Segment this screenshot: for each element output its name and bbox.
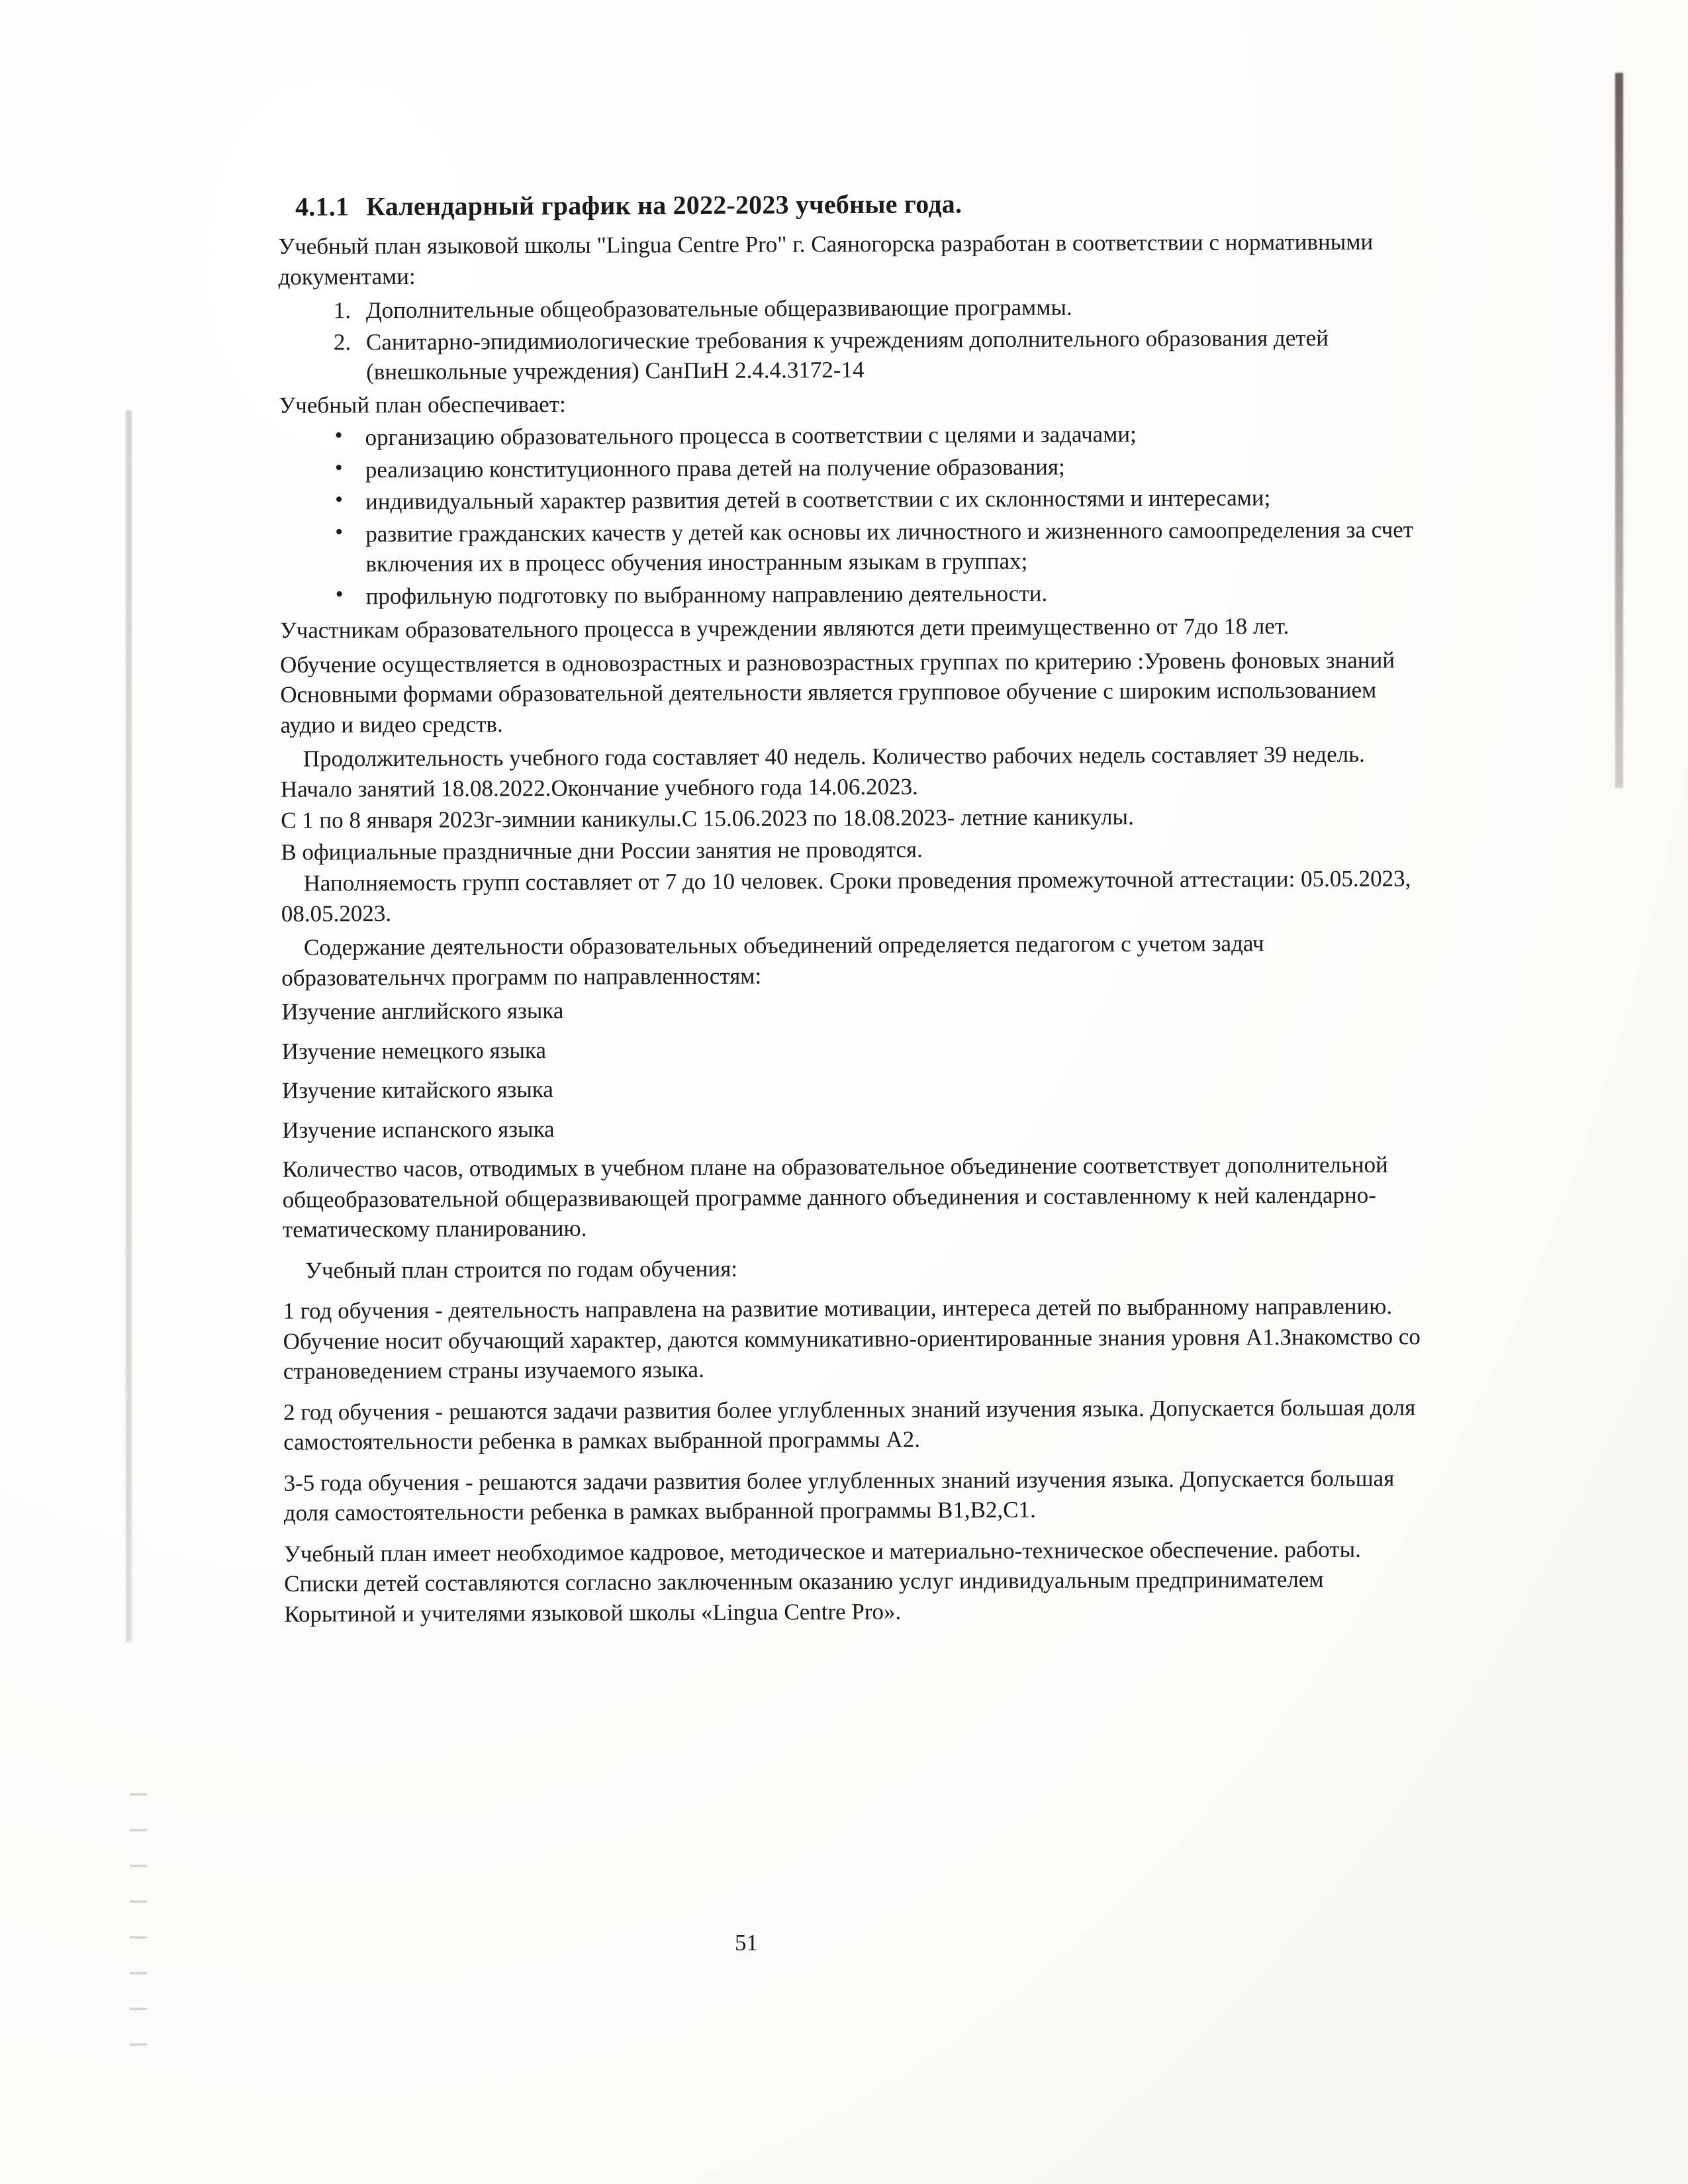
language-line-english: Изучение английского языка <box>281 997 564 1025</box>
list-item: • развитие гражданских качеств у детей как основы их личностного и жизненного самоопределения за счет включения их в процесс обучения иностранным языкам в группах; <box>365 514 1431 579</box>
paragraph-intro: Учебный план языковой школы "Lingua Centre Pro" г. Саяногорска разработан в соответствии с нормативными документами: <box>278 228 1374 290</box>
list-item: • профильную подготовку по выбранному направлению деятельности. <box>366 577 1432 612</box>
scan-edge-left <box>126 410 132 1642</box>
paragraph-year-2: 2 год обучения - решаются задачи развития более углубленных знаний изучения языка. Допускается большая доля самостоятельности ребенка в рамках выбранной программы А2. <box>283 1394 1416 1455</box>
language-line-chinese: Изучение китайского языка <box>281 1076 553 1104</box>
scan-edge-right <box>1615 73 1623 788</box>
list-item: • реализацию конституционного права детей на получение образования; <box>365 450 1431 485</box>
bullet-list <box>279 418 1432 612</box>
list-item: • индивидуальный характер развития детей в соответствии с их склонностями и интересами; <box>365 482 1431 517</box>
paragraph-year-3-5: 3-5 года обучения - решаются задачи развития более углубленных знаний изучения языка. Допускается большая доля самостоятельности ребенка в рамках выбранной программы В1,В2,С1. <box>283 1464 1395 1526</box>
section-title: Календарный график на 2022-2023 учебные года. <box>366 189 962 222</box>
paragraph-year-1: 1 год обучения - деятельность направлена на развитие мотивации, интереса детей по выбранному направлению. Обучение носит обучающий характер, даются коммуникативно-ориентированные знания уровня А1.Знакомство со страноведением страны изучаемого языка. <box>283 1293 1421 1384</box>
paragraph-content: Содержание деятельности образовательных объединений определяется педагогом с учетом задач образовательнчх программ по направленностям: <box>281 930 1264 991</box>
paragraph-groups: Обучение осуществляется в одновозрастных и разновозрастных группах по критерию :Уровень фоновых знаний Основными формами образовательной деятельности является групповое обучение с широким использованием аудио и видео средств. <box>280 646 1395 738</box>
language-line-german: Изучение немецкого языка <box>281 1037 547 1065</box>
list-item: 2. Санитарно-эпидимиологические требования к учреждениям дополнительного образования детей (внешкольные учреждения) СанПиН 2.4.4.3172-14 <box>357 322 1430 387</box>
paragraph-capacity: Наполняемость групп составляет от 7 до 10 человек. Сроки проведения промежуточной аттестации: 05.05.2023, 08.05.2023. <box>281 865 1411 927</box>
list-item: 1. Дополнительные общеобразовательные общеразвивающие программы. <box>357 291 1430 326</box>
paragraph-staffing: Учебный план имеет необходимое кадровое, методическое и материально-техническое обеспечение. работы. Списки детей составляются согласно заключенным оказанию услуг индивидуальным предпринимателем Корытиной и учителями языковой школы «Lingua Centre Pro». <box>283 1536 1361 1627</box>
paragraph-hours: Количество часов, отводимых в учебном плане на образовательное объединение соответствует дополнительной общеобразовательной общеразвивающей программе данного объединения и составленному к ней календарно-тематическому планированию. <box>282 1151 1388 1243</box>
paragraph-provides-lead: Учебный план обеспечивает: <box>279 391 566 418</box>
paragraph-years-lead: Учебный план строится по годам обучения: <box>305 1255 738 1284</box>
page-title <box>278 186 1430 222</box>
section-number: 4.1.1 <box>295 191 350 222</box>
scan-margin-marks <box>130 1793 147 2078</box>
paragraph-vacations: С 1 по 8 января 2023г-зимнии каникулы.С 15.06.2023 по 18.08.2023- летние каникулы. <box>281 804 1134 833</box>
document-body <box>278 186 1436 1633</box>
paragraph-participants: Участникам образовательного процесса в учреждении являются дети преимущественно от 7до 18 лет. <box>279 613 1289 643</box>
numbered-list <box>279 291 1431 387</box>
list-item: • организацию образовательного процесса в соответствии с целями и задачами; <box>365 418 1431 453</box>
paragraph-duration: Продолжительность учебного года составляет 40 недель. Количество рабочих недель составляет 39 недель. Начало занятий 18.08.2022.Окончание учебного года 14.06.2023. <box>280 741 1365 802</box>
page-number: 51 <box>735 1930 758 1956</box>
paragraph-holidays: В официальные праздничные дни России занятия не проводятся. <box>281 836 923 865</box>
language-line-spanish: Изучение испанского языка <box>282 1116 555 1143</box>
